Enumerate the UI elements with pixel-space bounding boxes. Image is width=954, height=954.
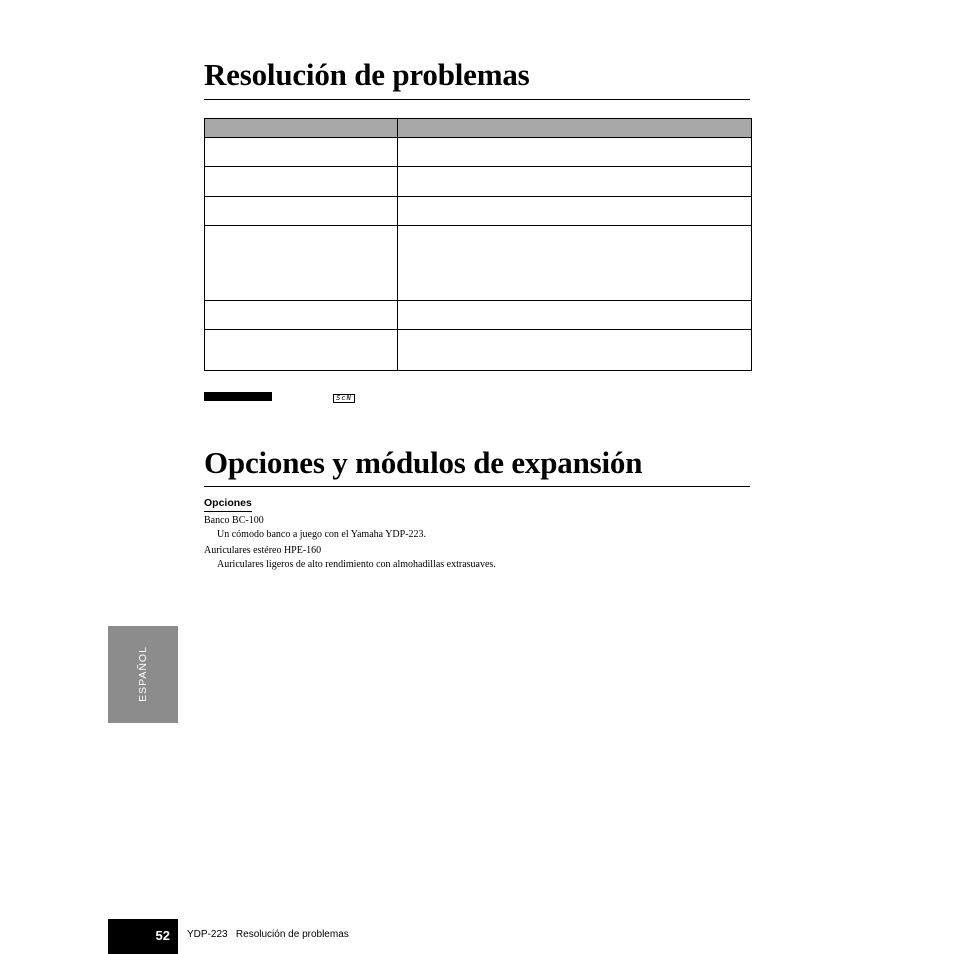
table-row [205,197,752,226]
option-description: Un cómodo banco a juego con el Yamaha YDP-223. [217,529,427,540]
lcd-display-icon: ScN [333,394,355,403]
table-header-row [205,119,752,138]
option-description: Auriculares ligeros de alto rendimiento con almohadillas extrasuaves. [217,559,496,570]
note-label-bar [204,392,272,401]
options-heading: Opciones y módulos de expansión [204,446,750,487]
table-row [205,330,752,371]
table-row [205,301,752,330]
table-row [205,167,752,197]
table-header-problem [205,119,398,138]
page-number: 52 [155,928,170,943]
table-row [205,226,752,301]
table-row [205,138,752,167]
language-label: ESPAÑOL [137,646,149,702]
troubleshooting-table [204,118,752,371]
footer-text: YDP-223 Resolución de problemas [187,929,349,940]
option-name: Auriculares estéreo HPE-160 [204,545,322,556]
option-name: Banco BC-100 [204,515,264,526]
table-header-cause-solution [398,119,752,138]
page-number-box [108,919,178,954]
language-side-tab [108,626,178,723]
options-subheading: Opciones [204,497,252,512]
troubleshooting-heading: Resolución de problemas [204,58,750,100]
